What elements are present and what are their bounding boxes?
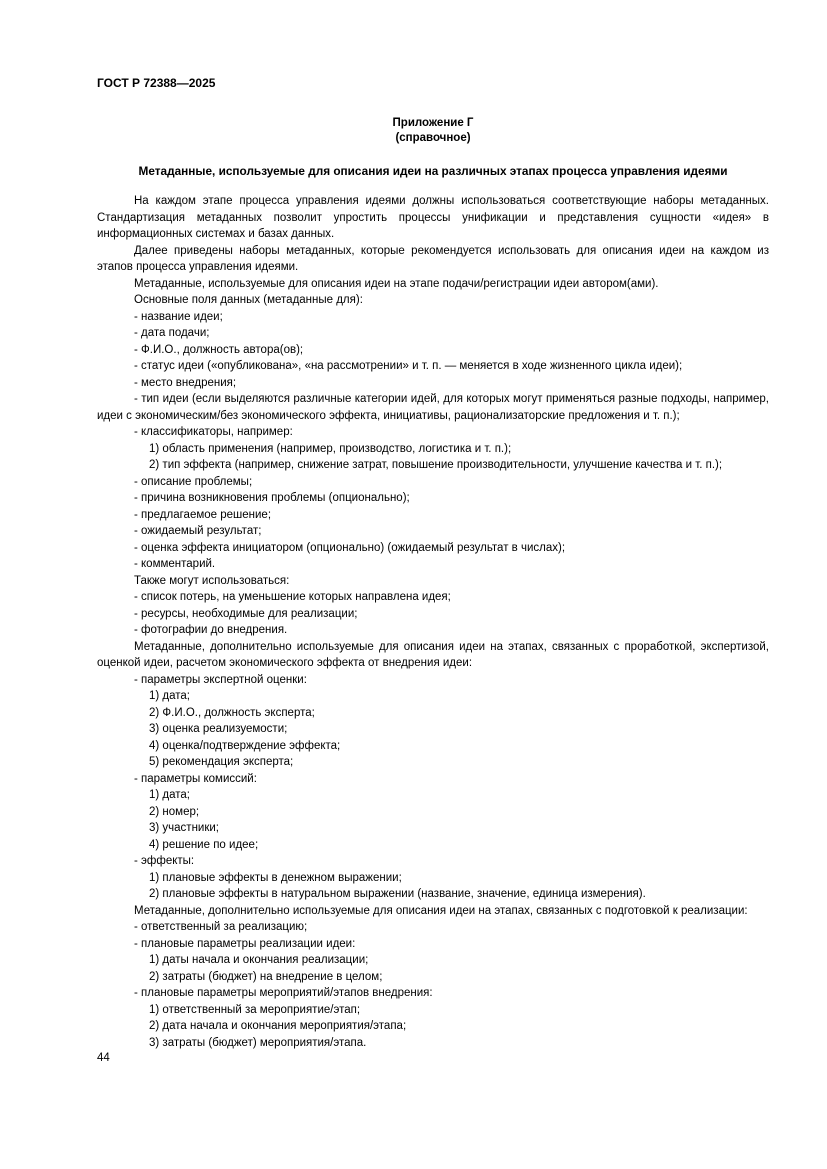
document-title: Метаданные, используемые для описания идеи на различных этапах процесса управления идеями	[138, 164, 728, 178]
text-block: 1) дата;	[149, 789, 191, 801]
text-block: 2) затраты (бюджет) на внедрение в целом;	[149, 970, 383, 983]
text-block: 1) дата;	[149, 690, 191, 702]
text-block: На каждом этапе процесса управления идеями должны использоваться соответствующие наборы метаданных. Стандартизация метаданных позволит упростить процессы унификации и представления сущности «идея» в информационных системах и базах данных.	[97, 195, 769, 240]
text-block: 1) область применения (например, производство, логистика и т. п.);	[149, 442, 512, 455]
appendix-type: (справочное)	[395, 132, 471, 144]
text-block: 2) Ф.И.О., должность эксперта;	[149, 706, 315, 719]
text-block: - параметры комиссий:	[134, 772, 257, 785]
text-block: - ожидаемый результат;	[134, 525, 262, 537]
text-block: - фотографии до внедрения.	[134, 624, 288, 636]
text-block: 2) дата начала и окончания мероприятия/этапа;	[149, 1020, 407, 1032]
text-block: Основные поля данных (метаданные для):	[134, 294, 363, 306]
text-block: - Ф.И.О., должность автора(ов);	[134, 343, 304, 356]
text-block: 4) решение по идее;	[149, 838, 259, 851]
text-block: Также могут использоваться:	[134, 574, 290, 587]
text-block: 2) тип эффекта (например, снижение затрат, повышение производительности, улучшение качества и т. п.);	[149, 459, 723, 471]
text-block: - место внедрения;	[134, 376, 237, 389]
text-block: Далее приведены наборы метаданных, которые рекомендуется использовать для описания идеи на каждом из этапов процесса управления идеями.	[97, 244, 769, 273]
text-block: 1) ответственный за мероприятие/этап;	[149, 1003, 361, 1016]
text-block: 2) плановые эффекты в натуральном выражении (название, значение, единица измерения).	[149, 888, 646, 900]
text-block: - список потерь, на уменьшение которых направлена идея;	[134, 591, 451, 603]
text-block: 3) оценка реализуемости;	[149, 723, 288, 735]
text-block: - классификаторы, например:	[134, 426, 293, 438]
text-block: 1) плановые эффекты в денежном выражении;	[149, 871, 402, 884]
text-block: - статус идеи («опубликована», «на рассмотрении» и т. п. — меняется в ходе жизненного цикла идеи);	[134, 360, 683, 372]
text-block: - название идеи;	[134, 310, 223, 323]
text-block: - оценка эффекта инициатором (опционально) (ожидаемый результат в числах);	[134, 541, 566, 554]
appendix-label: Приложение Г	[392, 117, 474, 129]
text-block: - тип идеи (если выделяются различные категории идей, для которых могут применяться разные подходы, например, идеи с экономическим/без экономического эффекта, инициативы, рационализаторские предложения и т. п.);	[97, 393, 769, 422]
document-body	[97, 193, 769, 1051]
text-block: - комментарий.	[134, 558, 216, 570]
text-block: - причина возникновения проблемы (опционально);	[134, 492, 410, 504]
text-block: 4) оценка/подтверждение эффекта;	[149, 739, 341, 752]
text-block: Метаданные, используемые для описания идеи на этапе подачи/регистрации идеи автором(ами).	[134, 277, 659, 290]
text-block: - описание проблемы;	[134, 475, 253, 488]
text-block: - предлагаемое решение;	[134, 508, 272, 521]
text-block: - плановые параметры реализации идеи:	[134, 937, 356, 950]
text-block: - эффекты:	[134, 855, 195, 867]
page-content	[97, 76, 769, 1051]
text-block: Метаданные, дополнительно используемые для описания идеи на этапах, связанных с проработкой, экспертизой, оценкой идеи, расчетом экономического эффекта от внедрения идеи:	[97, 640, 769, 669]
text-block: - плановые параметры мероприятий/этапов внедрения:	[134, 987, 433, 999]
text-block: 3) участники;	[149, 822, 219, 834]
text-block: 5) рекомендация эксперта;	[149, 756, 294, 768]
text-block: - дата подачи;	[134, 327, 210, 339]
text-block: 3) затраты (бюджет) мероприятия/этапа.	[149, 1036, 367, 1049]
page-number: 44	[97, 1052, 110, 1064]
text-block: 2) номер;	[149, 805, 200, 818]
text-block: - параметры экспертной оценки:	[134, 673, 307, 686]
text-block: 1) даты начала и окончания реализации;	[149, 954, 369, 966]
gost-standard-header: ГОСТ Р 72388—2025	[97, 76, 216, 90]
text-block: Метаданные, дополнительно используемые для описания идеи на этапах, связанных с подготовкой к реализации:	[134, 904, 748, 917]
appendix-heading	[97, 116, 769, 146]
text-block: - ответственный за реализацию;	[134, 921, 308, 933]
text-block: - ресурсы, необходимые для реализации;	[134, 607, 358, 620]
